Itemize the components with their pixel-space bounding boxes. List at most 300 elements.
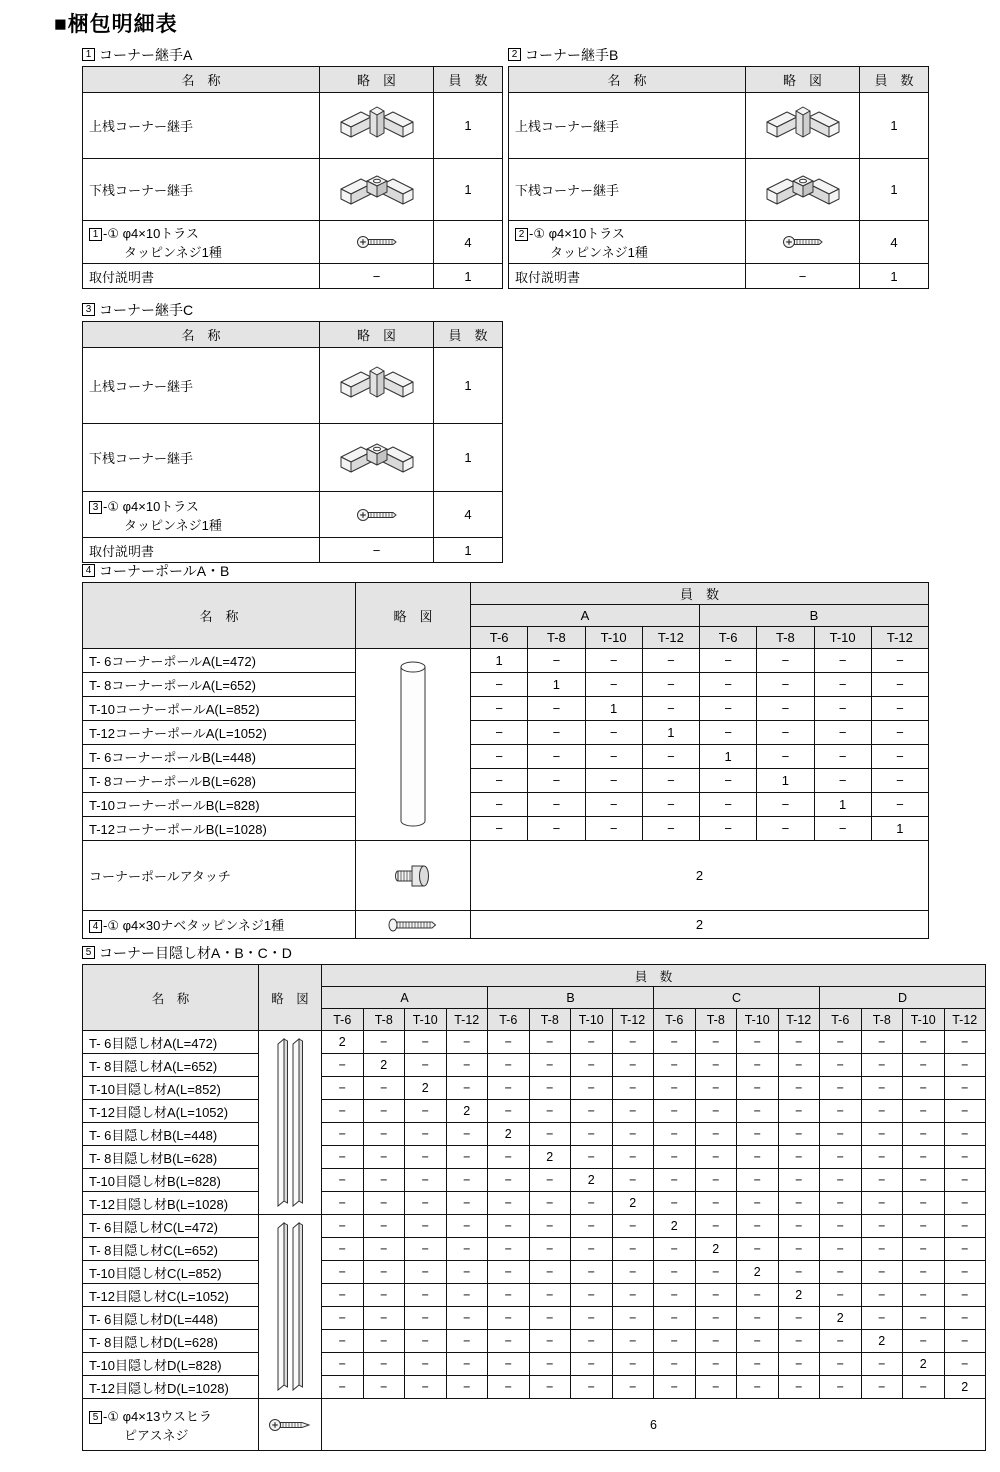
part-qty: 1	[434, 538, 503, 563]
qty-cell: 2	[488, 1123, 530, 1146]
empty-cell: −	[363, 1215, 405, 1238]
part-qty: 1	[434, 264, 503, 289]
empty-cell: −	[820, 1330, 862, 1353]
section-title: コーナー目隠し材A・B・C・D	[99, 944, 292, 961]
group-header: D	[820, 987, 986, 1009]
qty-cell: 1	[528, 673, 585, 697]
empty-cell: −	[944, 1031, 986, 1054]
empty-cell: −	[737, 1330, 779, 1353]
empty-cell: −	[528, 649, 585, 673]
empty-cell: −	[446, 1307, 488, 1330]
empty-cell: −	[944, 1169, 986, 1192]
part-name: 下桟コーナー継手	[509, 159, 746, 221]
empty-cell: −	[571, 1054, 613, 1077]
empty-cell: −	[814, 745, 871, 769]
table-row	[83, 538, 503, 563]
part-qty: 1	[434, 348, 503, 424]
table-row	[83, 1123, 986, 1146]
empty-cell: −	[488, 1192, 530, 1215]
empty-cell: −	[471, 817, 528, 841]
section-caption	[508, 46, 928, 63]
empty-cell: −	[471, 745, 528, 769]
empty-cell: −	[778, 1215, 820, 1238]
empty-cell: −	[944, 1238, 986, 1261]
part-name: 取付説明書	[83, 264, 320, 289]
empty-cell: −	[612, 1284, 654, 1307]
empty-cell: −	[757, 817, 814, 841]
empty-cell: −	[322, 1330, 364, 1353]
empty-cell: −	[405, 1238, 447, 1261]
empty-cell: −	[405, 1054, 447, 1077]
empty-cell: −	[695, 1215, 737, 1238]
qty-cell: 2	[778, 1284, 820, 1307]
empty-cell: −	[585, 745, 642, 769]
empty-cell: −	[778, 1146, 820, 1169]
group-header: B	[488, 987, 654, 1009]
empty-cell: −	[695, 1123, 737, 1146]
empty-cell: −	[528, 697, 585, 721]
empty-cell: −	[903, 1123, 945, 1146]
empty-cell: −	[571, 1100, 613, 1123]
qty-cell: 2	[471, 911, 929, 939]
part-qty: 1	[434, 159, 503, 221]
empty-cell: −	[700, 793, 757, 817]
corner-joint-a-table	[82, 66, 503, 289]
part-name: T-10目隠し材B(L=828)	[83, 1169, 259, 1192]
empty-cell: −	[944, 1330, 986, 1353]
section-corner-joint-a	[82, 46, 502, 289]
empty-cell: −	[820, 1123, 862, 1146]
part-name-text: -① φ4×10トラス	[103, 498, 199, 514]
empty-cell: −	[405, 1353, 447, 1376]
empty-cell: −	[363, 1330, 405, 1353]
table-row	[83, 264, 503, 289]
table-row	[83, 769, 929, 793]
part-name: T-12コーナーポールB(L=1028)	[83, 817, 356, 841]
part-name	[83, 221, 320, 264]
empty-cell: −	[861, 1261, 903, 1284]
empty-cell: −	[757, 649, 814, 673]
empty-cell: −	[737, 1376, 779, 1399]
empty-cell: −	[612, 1169, 654, 1192]
part-name: 上桟コーナー継手	[509, 93, 746, 159]
empty-cell: −	[612, 1146, 654, 1169]
sketch-dash: −	[746, 264, 860, 289]
empty-cell: −	[585, 769, 642, 793]
empty-cell: −	[654, 1307, 696, 1330]
part-name: T-10目隠し材D(L=828)	[83, 1353, 259, 1376]
part-qty: 4	[860, 221, 929, 264]
table-row	[83, 1169, 986, 1192]
section-number-box: 4	[82, 564, 95, 577]
section-title: コーナー継手B	[525, 46, 619, 63]
empty-cell: −	[363, 1100, 405, 1123]
empty-cell: −	[529, 1031, 571, 1054]
empty-cell: −	[529, 1192, 571, 1215]
empty-cell: −	[446, 1330, 488, 1353]
qty-cell: 2	[571, 1169, 613, 1192]
empty-cell: −	[903, 1031, 945, 1054]
empty-cell: −	[778, 1238, 820, 1261]
table-row	[83, 1192, 986, 1215]
empty-cell: −	[642, 817, 699, 841]
empty-cell: −	[528, 817, 585, 841]
table-row	[83, 745, 929, 769]
empty-cell: −	[820, 1376, 862, 1399]
empty-cell: −	[903, 1307, 945, 1330]
qty-cell: 1	[700, 745, 757, 769]
empty-cell: −	[820, 1215, 862, 1238]
empty-cell: −	[363, 1284, 405, 1307]
empty-cell: −	[778, 1376, 820, 1399]
empty-cell: −	[654, 1031, 696, 1054]
qty-cell: 2	[737, 1261, 779, 1284]
empty-cell: −	[695, 1077, 737, 1100]
empty-cell: −	[529, 1077, 571, 1100]
blind-strip-icon	[259, 1215, 322, 1399]
part-name-text: ピアスネジ	[124, 1427, 189, 1443]
truss-screw-icon	[320, 492, 434, 538]
empty-cell: −	[488, 1284, 530, 1307]
empty-cell: −	[446, 1284, 488, 1307]
size-header: T-12	[446, 1009, 488, 1031]
empty-cell: −	[903, 1284, 945, 1307]
empty-cell: −	[778, 1100, 820, 1123]
empty-cell: −	[820, 1054, 862, 1077]
part-name-text: -① φ4×10トラス	[529, 226, 625, 241]
empty-cell: −	[322, 1307, 364, 1330]
empty-cell: −	[820, 1077, 862, 1100]
size-header: T-12	[642, 627, 699, 649]
size-header: T-10	[814, 627, 871, 649]
empty-cell: −	[488, 1215, 530, 1238]
table-row	[83, 649, 929, 673]
empty-cell: −	[446, 1169, 488, 1192]
empty-cell: −	[405, 1123, 447, 1146]
pan-screw-icon	[356, 911, 471, 939]
empty-cell: −	[903, 1330, 945, 1353]
empty-cell: −	[322, 1353, 364, 1376]
part-qty: 4	[434, 492, 503, 538]
page-title: ■梱包明細表	[54, 13, 178, 36]
empty-cell: −	[446, 1077, 488, 1100]
qty-cell: 1	[471, 649, 528, 673]
empty-cell: −	[700, 817, 757, 841]
empty-cell: −	[529, 1169, 571, 1192]
empty-cell: −	[446, 1376, 488, 1399]
empty-cell: −	[814, 649, 871, 673]
table-row	[83, 1399, 986, 1451]
empty-cell: −	[700, 673, 757, 697]
part-name: T- 6目隠し材C(L=472)	[83, 1215, 259, 1238]
empty-cell: −	[903, 1169, 945, 1192]
empty-cell: −	[737, 1169, 779, 1192]
part-name: T- 6目隠し材A(L=472)	[83, 1031, 259, 1054]
empty-cell: −	[778, 1192, 820, 1215]
empty-cell: −	[571, 1376, 613, 1399]
empty-cell: −	[903, 1146, 945, 1169]
empty-cell: −	[363, 1146, 405, 1169]
empty-cell: −	[488, 1330, 530, 1353]
empty-cell: −	[871, 793, 928, 817]
empty-cell: −	[571, 1192, 613, 1215]
table-row	[83, 159, 503, 221]
part-name: T- 8目隠し材B(L=628)	[83, 1146, 259, 1169]
empty-cell: −	[642, 793, 699, 817]
table-row	[83, 1307, 986, 1330]
section-title: コーナーポールA・B	[99, 562, 230, 579]
upper-rail-corner-joint-icon	[320, 348, 434, 424]
empty-cell: −	[471, 697, 528, 721]
qty-cell: 1	[757, 769, 814, 793]
empty-cell: −	[944, 1192, 986, 1215]
size-header: T-12	[612, 1009, 654, 1031]
part-qty: 1	[860, 264, 929, 289]
empty-cell: −	[642, 745, 699, 769]
col-header-sketch: 略 図	[746, 67, 860, 93]
table-row	[83, 1077, 986, 1100]
empty-cell: −	[488, 1238, 530, 1261]
upper-rail-corner-joint-icon	[320, 93, 434, 159]
empty-cell: −	[944, 1261, 986, 1284]
size-header: T-8	[695, 1009, 737, 1031]
corner-pole-icon	[356, 649, 471, 841]
table-row	[83, 1284, 986, 1307]
size-header: T-6	[654, 1009, 696, 1031]
empty-cell: −	[322, 1376, 364, 1399]
size-header: T-6	[700, 627, 757, 649]
qty-cell: 2	[471, 841, 929, 911]
empty-cell: −	[778, 1307, 820, 1330]
empty-cell: −	[944, 1215, 986, 1238]
empty-cell: −	[861, 1215, 903, 1238]
qty-cell: 1	[871, 817, 928, 841]
empty-cell: −	[585, 673, 642, 697]
section-corner-joint-b	[508, 46, 928, 289]
size-header: T-10	[585, 627, 642, 649]
empty-cell: −	[700, 721, 757, 745]
empty-cell: −	[861, 1353, 903, 1376]
empty-cell: −	[405, 1192, 447, 1215]
empty-cell: −	[871, 769, 928, 793]
qty-cell: 2	[944, 1376, 986, 1399]
empty-cell: −	[861, 1284, 903, 1307]
qty-cell: 1	[814, 793, 871, 817]
empty-cell: −	[642, 697, 699, 721]
empty-cell: −	[363, 1123, 405, 1146]
empty-cell: −	[737, 1307, 779, 1330]
empty-cell: −	[528, 721, 585, 745]
table-row	[83, 348, 503, 424]
qty-cell: 2	[363, 1054, 405, 1077]
size-header: T-8	[757, 627, 814, 649]
blind-strip-icon	[259, 1031, 322, 1215]
header-row	[83, 583, 929, 605]
empty-cell: −	[363, 1261, 405, 1284]
empty-cell: −	[529, 1330, 571, 1353]
col-header-sketch: 略 図	[320, 67, 434, 93]
empty-cell: −	[903, 1077, 945, 1100]
empty-cell: −	[446, 1261, 488, 1284]
empty-cell: −	[322, 1238, 364, 1261]
section-caption	[82, 562, 929, 579]
empty-cell: −	[695, 1192, 737, 1215]
part-qty: 1	[860, 159, 929, 221]
empty-cell: −	[695, 1376, 737, 1399]
empty-cell: −	[322, 1146, 364, 1169]
empty-cell: −	[488, 1077, 530, 1100]
empty-cell: −	[861, 1054, 903, 1077]
empty-cell: −	[612, 1100, 654, 1123]
empty-cell: −	[944, 1353, 986, 1376]
sketch-dash: −	[320, 264, 434, 289]
table-row	[83, 221, 503, 264]
empty-cell: −	[642, 649, 699, 673]
empty-cell: −	[820, 1238, 862, 1261]
col-header-qty: 員 数	[471, 583, 929, 605]
col-header-name: 名 称	[83, 322, 320, 348]
part-name: T- 8目隠し材D(L=628)	[83, 1330, 259, 1353]
truss-screw-icon	[320, 221, 434, 264]
group-header: A	[322, 987, 488, 1009]
part-name: T- 8目隠し材C(L=652)	[83, 1238, 259, 1261]
section-caption	[82, 944, 986, 961]
empty-cell: −	[571, 1123, 613, 1146]
empty-cell: −	[861, 1031, 903, 1054]
part-name: 上桟コーナー継手	[83, 348, 320, 424]
empty-cell: −	[654, 1353, 696, 1376]
empty-cell: −	[488, 1100, 530, 1123]
empty-cell: −	[488, 1376, 530, 1399]
empty-cell: −	[322, 1284, 364, 1307]
part-qty: 1	[434, 93, 503, 159]
empty-cell: −	[654, 1100, 696, 1123]
empty-cell: −	[488, 1169, 530, 1192]
empty-cell: −	[363, 1238, 405, 1261]
empty-cell: −	[654, 1261, 696, 1284]
empty-cell: −	[571, 1146, 613, 1169]
qty-cell: 2	[654, 1215, 696, 1238]
empty-cell: −	[488, 1054, 530, 1077]
part-name	[83, 492, 320, 538]
empty-cell: −	[820, 1100, 862, 1123]
table-row	[83, 1100, 986, 1123]
empty-cell: −	[529, 1054, 571, 1077]
part-name: T- 6コーナーポールB(L=448)	[83, 745, 356, 769]
empty-cell: −	[446, 1146, 488, 1169]
empty-cell: −	[529, 1353, 571, 1376]
empty-cell: −	[903, 1100, 945, 1123]
qty-cell: 2	[405, 1077, 447, 1100]
table-row	[83, 1376, 986, 1399]
table-row	[83, 817, 929, 841]
empty-cell: −	[737, 1238, 779, 1261]
part-name: T- 6コーナーポールA(L=472)	[83, 649, 356, 673]
section-title: コーナー継手A	[99, 46, 193, 63]
empty-cell: −	[944, 1284, 986, 1307]
empty-cell: −	[405, 1284, 447, 1307]
empty-cell: −	[737, 1215, 779, 1238]
col-header-qty: 員 数	[434, 322, 503, 348]
part-name: 下桟コーナー継手	[83, 424, 320, 492]
table-row	[509, 159, 929, 221]
qty-cell: 2	[612, 1192, 654, 1215]
empty-cell: −	[642, 673, 699, 697]
empty-cell: −	[363, 1353, 405, 1376]
part-name: T-12目隠し材B(L=1028)	[83, 1192, 259, 1215]
empty-cell: −	[944, 1054, 986, 1077]
empty-cell: −	[528, 769, 585, 793]
lower-rail-corner-joint-icon	[320, 159, 434, 221]
empty-cell: −	[322, 1169, 364, 1192]
size-header: T-6	[471, 627, 528, 649]
part-name	[83, 1399, 259, 1451]
empty-cell: −	[571, 1307, 613, 1330]
part-name: T-10目隠し材A(L=852)	[83, 1077, 259, 1100]
empty-cell: −	[757, 793, 814, 817]
qty-cell: 2	[322, 1031, 364, 1054]
empty-cell: −	[405, 1215, 447, 1238]
size-header: T-6	[820, 1009, 862, 1031]
empty-cell: −	[903, 1215, 945, 1238]
col-header-qty: 員 数	[860, 67, 929, 93]
empty-cell: −	[571, 1261, 613, 1284]
empty-cell: −	[871, 721, 928, 745]
empty-cell: −	[405, 1307, 447, 1330]
empty-cell: −	[471, 769, 528, 793]
empty-cell: −	[861, 1192, 903, 1215]
empty-cell: −	[446, 1031, 488, 1054]
part-name: T-10目隠し材C(L=852)	[83, 1261, 259, 1284]
empty-cell: −	[471, 793, 528, 817]
empty-cell: −	[612, 1307, 654, 1330]
empty-cell: −	[612, 1376, 654, 1399]
qty-cell: 2	[820, 1307, 862, 1330]
size-header: T-10	[571, 1009, 613, 1031]
empty-cell: −	[737, 1031, 779, 1054]
empty-cell: −	[363, 1376, 405, 1399]
empty-cell: −	[861, 1100, 903, 1123]
part-name: コーナーポールアタッチ	[83, 841, 356, 911]
empty-cell: −	[529, 1100, 571, 1123]
empty-cell: −	[571, 1284, 613, 1307]
empty-cell: −	[654, 1376, 696, 1399]
empty-cell: −	[695, 1261, 737, 1284]
empty-cell: −	[363, 1192, 405, 1215]
empty-cell: −	[778, 1261, 820, 1284]
table-row	[83, 1353, 986, 1376]
empty-cell: −	[871, 697, 928, 721]
empty-cell: −	[814, 697, 871, 721]
empty-cell: −	[737, 1192, 779, 1215]
empty-cell: −	[695, 1169, 737, 1192]
table-row	[83, 1146, 986, 1169]
lower-rail-corner-joint-icon	[320, 424, 434, 492]
part-name	[509, 221, 746, 264]
empty-cell: −	[529, 1238, 571, 1261]
empty-cell: −	[571, 1077, 613, 1100]
empty-cell: −	[861, 1077, 903, 1100]
empty-cell: −	[529, 1284, 571, 1307]
col-header-sketch: 略 図	[356, 583, 471, 649]
empty-cell: −	[488, 1031, 530, 1054]
empty-cell: −	[778, 1123, 820, 1146]
empty-cell: −	[944, 1123, 986, 1146]
section-corner-blind-abcd	[82, 944, 986, 1451]
empty-cell: −	[757, 673, 814, 697]
empty-cell: −	[488, 1146, 530, 1169]
empty-cell: −	[861, 1376, 903, 1399]
